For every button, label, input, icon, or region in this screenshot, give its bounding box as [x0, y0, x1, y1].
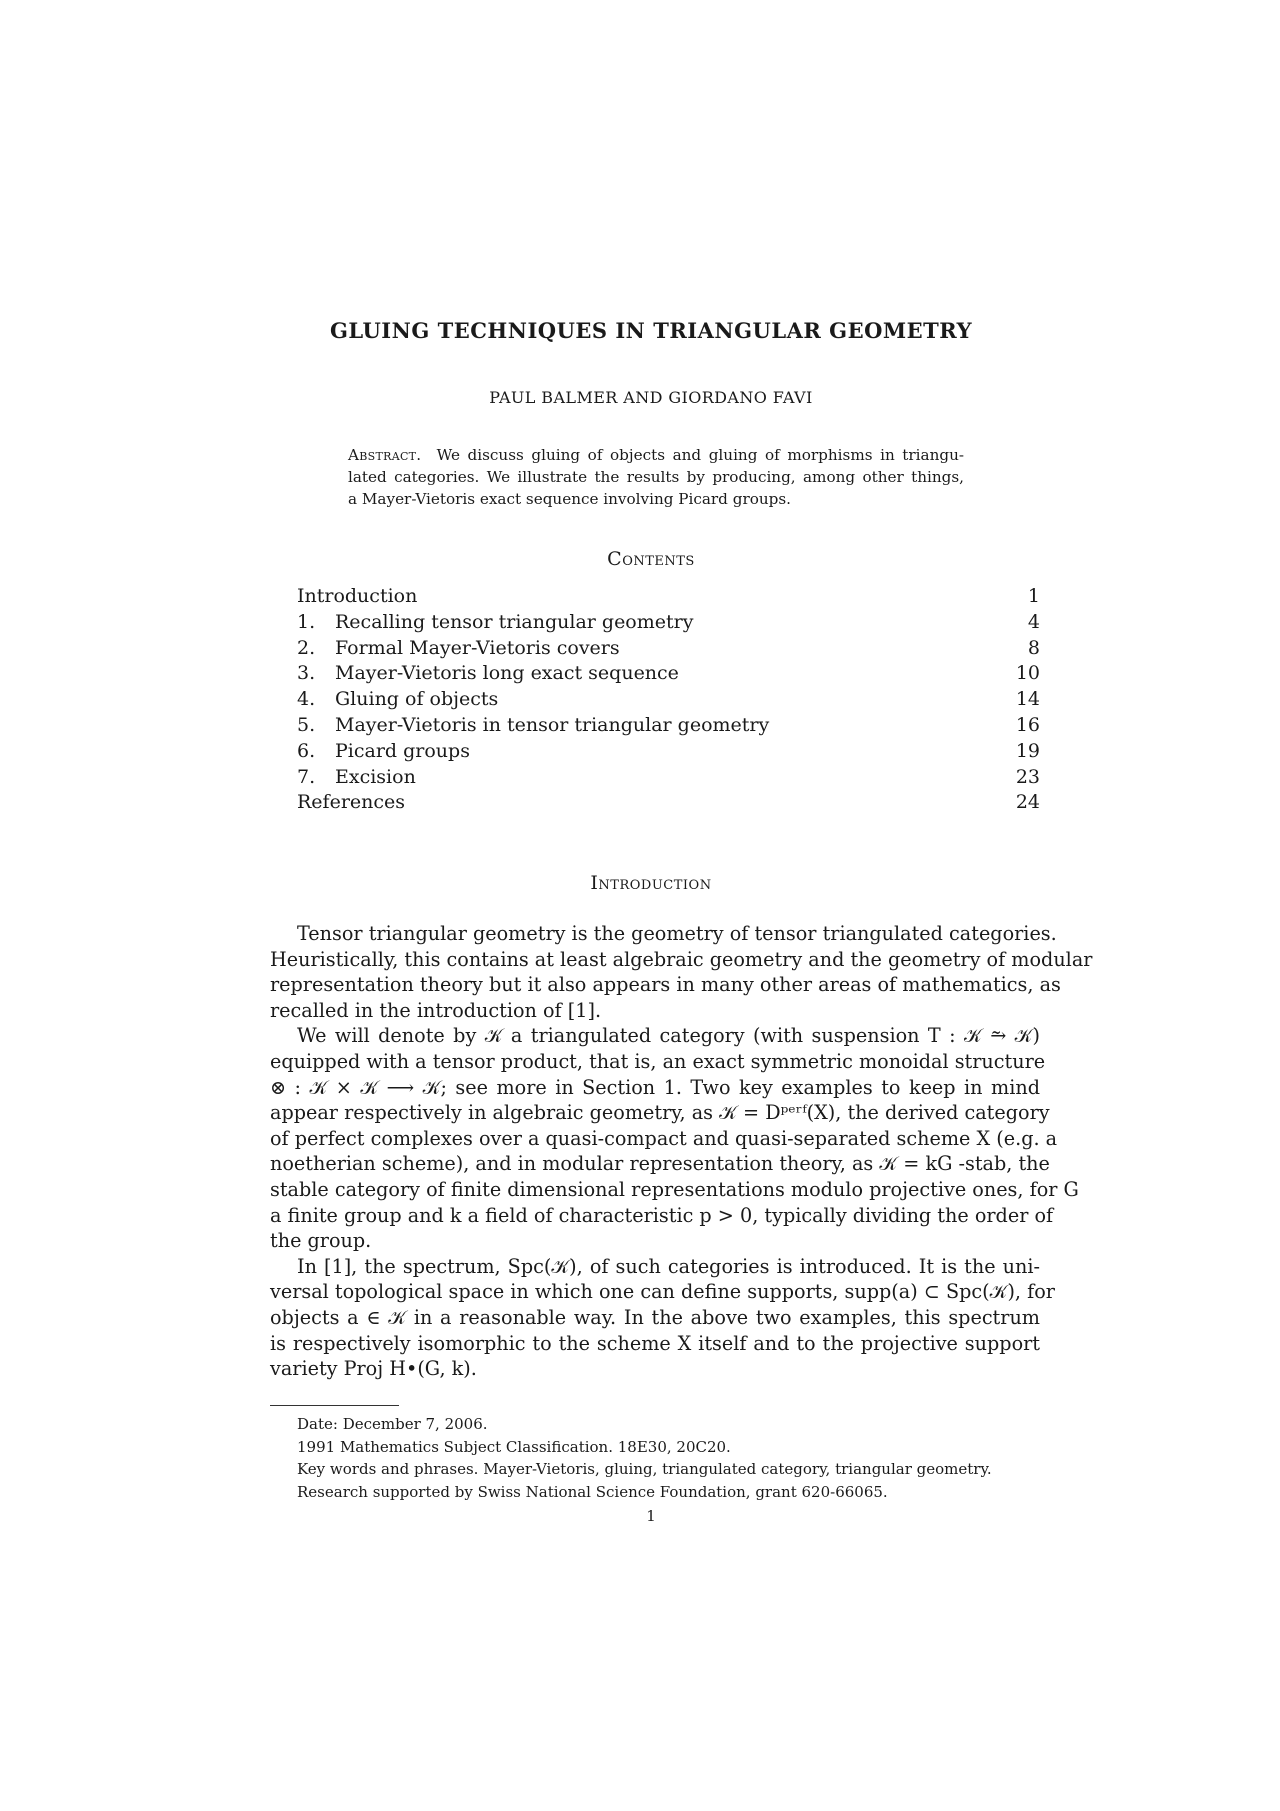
toc-entry[interactable]: [297, 584, 1040, 610]
footnotes: [297, 1413, 1057, 1503]
toc-label: Picard groups: [335, 739, 470, 762]
footnote-funding: Research supported by Swiss National Science Foundation, grant 620-66065.: [297, 1482, 888, 1501]
toc-entry[interactable]: [297, 610, 1040, 636]
body-line: variety Proj H•(G, k).: [270, 1357, 477, 1381]
abstract-text: We discuss gluing of objects and gluing of morphisms in triangu-: [436, 446, 965, 464]
abstract-label: Abstract.: [348, 446, 422, 464]
footnote-msc: 1991 Mathematics Subject Classification. 18E30, 20C20.: [297, 1437, 731, 1456]
body-line: recalled in the introduction of [1].: [270, 998, 602, 1022]
toc-label: Mayer-Vietoris long exact sequence: [335, 662, 679, 685]
toc-page: 19: [1015, 739, 1040, 762]
body-line: Heuristically, this contains at least algebraic geometry and the geometry of modular: [270, 947, 1093, 971]
toc-label: Introduction: [297, 585, 418, 607]
contents-heading: Contents: [607, 548, 695, 570]
toc-entry[interactable]: [297, 765, 1040, 791]
toc-page: 14: [1015, 688, 1040, 711]
toc-page: 1: [1027, 585, 1040, 607]
body-line: is respectively isomorphic to the scheme X itself and to the projective support: [270, 1331, 1040, 1355]
body-line: equipped with a tensor product, that is, an exact symmetric monoidal structure: [270, 1049, 1046, 1073]
toc-label: Formal Mayer-Vietoris covers: [335, 636, 620, 659]
toc-number: 6.: [297, 739, 316, 762]
toc-number: 5.: [297, 713, 316, 736]
toc-number: 7.: [297, 765, 316, 788]
toc-number: 4.: [297, 688, 316, 711]
abstract-line: lated categories. We illustrate the results by producing, among other things,: [348, 468, 964, 486]
paper-title: GLUING TECHNIQUES IN TRIANGULAR GEOMETRY: [329, 318, 973, 343]
body-line: the group.: [270, 1229, 372, 1253]
toc-page: 23: [1015, 765, 1040, 788]
toc-number: 3.: [297, 662, 316, 685]
toc-page: 8: [1027, 636, 1040, 659]
abstract-line: a Mayer-Vietoris exact sequence involving Picard groups.: [348, 490, 791, 508]
body-line: In [1], the spectrum, Spc(𝒦), of such categories is introduced. It is the uni-: [297, 1254, 1040, 1278]
toc-number: 1.: [297, 610, 316, 633]
toc-entry[interactable]: [297, 636, 1040, 662]
body-line: of perfect complexes over a quasi-compact and quasi-separated scheme X (e.g. a: [270, 1126, 1058, 1150]
toc-entry[interactable]: [297, 661, 1040, 687]
page-number: 1: [646, 1507, 656, 1525]
abstract: [348, 444, 964, 510]
body-line: We will denote by 𝒦 a triangulated category (with suspension T : 𝒦 ⥲ 𝒦): [297, 1024, 1040, 1048]
abstract-line: [348, 444, 964, 466]
body-line: objects a ∈ 𝒦 in a reasonable way. In the above two examples, this spectrum: [270, 1305, 1040, 1329]
toc-page: 10: [1015, 662, 1040, 685]
body-line: versal topological space in which one can define supports, supp(a) ⊂ Spc(𝒦), for: [270, 1280, 1055, 1304]
body-line: a finite group and k a field of characteristic p > 0, typically dividing the order of: [270, 1203, 1054, 1227]
footnote-keywords: Key words and phrases. Mayer-Vietoris, gluing, triangulated category, triangular geometry.: [297, 1460, 992, 1478]
body-line: stable category of finite dimensional representations modulo projective ones, for G: [270, 1177, 1079, 1201]
body-line: ⊗ : 𝒦 × 𝒦 ⟶ 𝒦; see more in Section 1. Two key examples to keep in mind: [270, 1075, 1040, 1099]
footnote-date: Date: December 7, 2006.: [297, 1415, 488, 1433]
toc-entry[interactable]: [297, 687, 1040, 713]
footnote-rule: [270, 1405, 399, 1406]
paper-authors: PAUL BALMER AND GIORDANO FAVI: [489, 388, 813, 407]
toc-label: Excision: [335, 765, 416, 788]
toc-number: 2.: [297, 636, 316, 659]
toc-label: Gluing of objects: [335, 688, 499, 711]
body-line: noetherian scheme), and in modular representation theory, as 𝒦 = kG -stab, the: [270, 1152, 1050, 1176]
toc-entry[interactable]: [297, 739, 1040, 765]
toc-entry[interactable]: [297, 713, 1040, 739]
introduction-body: [270, 921, 1093, 1382]
toc-page: 16: [1015, 713, 1040, 736]
toc-page: 4: [1027, 610, 1040, 633]
toc-label: Recalling tensor triangular geometry: [335, 610, 694, 633]
toc-page: 24: [1015, 791, 1040, 814]
toc-entry[interactable]: [297, 790, 1040, 816]
toc-label: References: [297, 791, 406, 814]
body-line: appear respectively in algebraic geometry, as 𝒦 = Dᵖᵉʳᶠ(X), the derived category: [270, 1101, 1050, 1125]
body-line: representation theory but it also appears in many other areas of mathematics, as: [270, 973, 1061, 997]
body-line: Tensor triangular geometry is the geometry of tensor triangulated categories.: [297, 922, 1057, 945]
toc-label: Mayer-Vietoris in tensor triangular geometry: [335, 713, 770, 736]
introduction-heading: Introduction: [590, 872, 712, 894]
table-of-contents: [297, 584, 1040, 816]
